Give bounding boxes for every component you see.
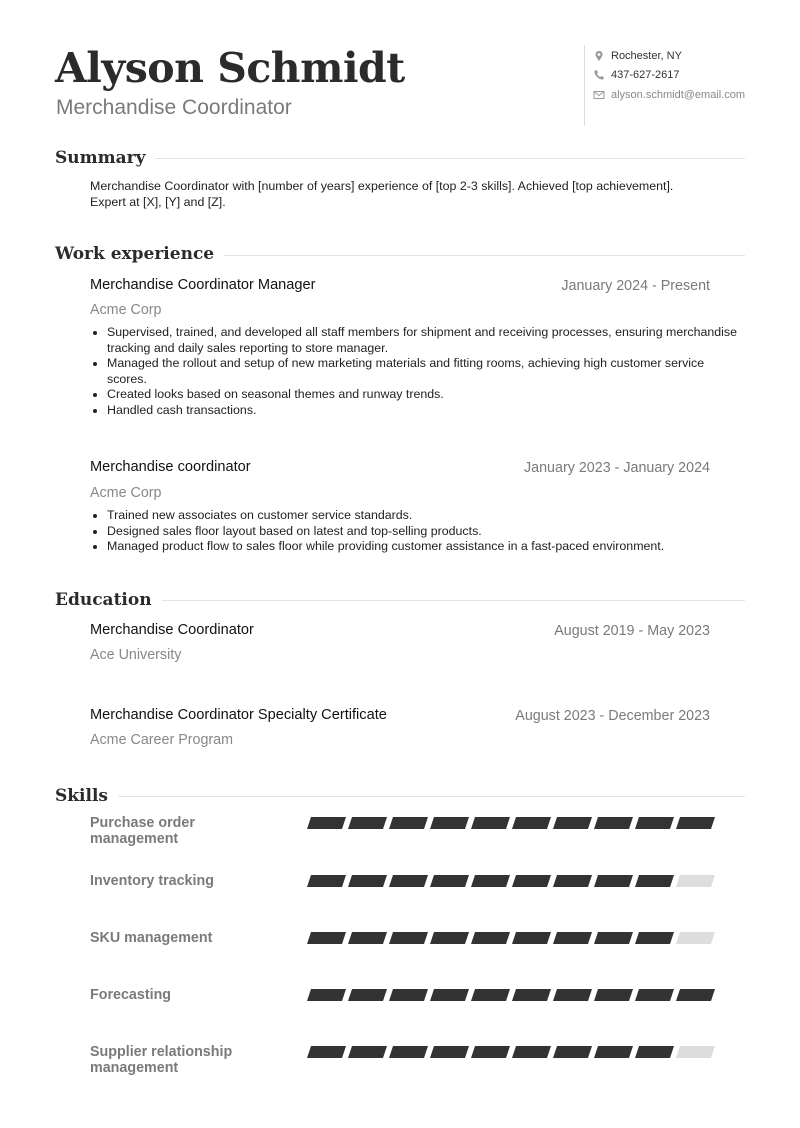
skill-segment-filled — [594, 875, 633, 887]
skill-segment-filled — [430, 817, 469, 829]
degree-dates: August 2019 - May 2023 — [554, 623, 710, 639]
candidate-name: Alyson Schmidt — [55, 44, 405, 92]
skill-segment-filled — [307, 1046, 346, 1058]
skill-segment-empty — [676, 875, 715, 887]
skill-segment-filled — [389, 1046, 428, 1058]
skill-segment-filled — [471, 1046, 510, 1058]
skill-segment-filled — [471, 932, 510, 944]
skill-segment-filled — [389, 989, 428, 1001]
skill-segment-filled — [676, 817, 715, 829]
skill-segment-filled — [348, 817, 387, 829]
skill-level-bar — [305, 987, 715, 1000]
skill-name: Forecasting — [90, 987, 172, 1003]
job-bullets — [90, 325, 737, 419]
skill-level-bar — [305, 930, 715, 943]
skill-segment-filled — [594, 817, 633, 829]
job-title: Merchandise Coordinator Manager — [90, 277, 316, 293]
skill-segment-filled — [348, 875, 387, 887]
skill-segment-filled — [553, 875, 592, 887]
skill-segment-filled — [430, 932, 469, 944]
job-dates: January 2024 - Present — [561, 278, 710, 294]
skill-segments — [305, 817, 715, 830]
job-bullet: • Managed the rollout and setup of new marketing materials and fitting rooms, achieving high customer service scores. — [107, 356, 737, 387]
job-dates: January 2023 - January 2024 — [524, 460, 710, 476]
skill-segment-filled — [512, 817, 551, 829]
job-title: Merchandise coordinator — [90, 459, 251, 475]
contact-block — [593, 46, 745, 105]
skill-segment-filled — [348, 989, 387, 1001]
degree-dates: August 2023 - December 2023 — [515, 708, 710, 724]
skill-segment-filled — [635, 932, 674, 944]
skill-segment-filled — [635, 1046, 674, 1058]
job-bullet: • Supervised, trained, and developed all staff members for shipment and receiving processes, ensuring merchandise tracking and daily sales reporting to store manager. — [107, 325, 737, 356]
skill-segment-filled — [389, 932, 428, 944]
skill-segments — [305, 932, 715, 945]
phone-icon — [593, 69, 605, 81]
skill-segment-filled — [471, 817, 510, 829]
skill-segment-filled — [512, 875, 551, 887]
skill-segment-filled — [594, 932, 633, 944]
skill-segment-filled — [512, 1046, 551, 1058]
job-company: Acme Corp — [90, 302, 162, 318]
skills-rule — [55, 796, 745, 797]
skill-segment-filled — [389, 817, 428, 829]
skill-segment-filled — [307, 817, 346, 829]
skill-segments — [305, 875, 715, 888]
job-bullets — [90, 508, 737, 555]
skill-segments — [305, 1046, 715, 1059]
degree-title: Merchandise Coordinator — [90, 622, 254, 638]
job-company: Acme Corp — [90, 485, 162, 501]
summary-rule — [55, 158, 745, 159]
mail-icon — [593, 89, 605, 101]
skill-level-bar — [305, 1044, 715, 1057]
skill-segment-filled — [553, 817, 592, 829]
job-bullet: • Trained new associates on customer service standards. — [107, 508, 737, 524]
skill-segment-filled — [553, 932, 592, 944]
skill-segment-filled — [512, 932, 551, 944]
skill-segment-filled — [512, 989, 551, 1001]
summary-line-1: Merchandise Coordinator with [number of years] experience of [top 2-3 skills]. Achieved [top achievement]. — [90, 179, 674, 193]
location-text: Rochester, NY — [611, 49, 682, 62]
skill-segment-filled — [471, 875, 510, 887]
skill-segment-filled — [471, 989, 510, 1001]
degree-title: Merchandise Coordinator Specialty Certificate — [90, 707, 387, 723]
skills-heading: Skills — [55, 785, 118, 807]
location-pin-icon — [593, 50, 605, 62]
skill-segment-filled — [348, 1046, 387, 1058]
skill-segment-filled — [307, 875, 346, 887]
skill-name: SKU management — [90, 930, 213, 946]
skill-segment-empty — [676, 1046, 715, 1058]
contact-divider — [584, 45, 585, 126]
skill-name: Inventory tracking — [90, 873, 214, 889]
skill-segment-filled — [307, 989, 346, 1001]
job-bullet: • Created looks based on seasonal themes and runway trends. — [107, 387, 737, 403]
job-bullet: • Designed sales floor layout based on latest and top-selling products. — [107, 524, 737, 540]
work-heading: Work experience — [55, 243, 224, 265]
skill-segment-filled — [635, 989, 674, 1001]
contact-location — [593, 46, 745, 66]
skill-name: Supplier relationship management — [90, 1044, 233, 1076]
job-bullet: • Handled cash transactions. — [107, 403, 737, 419]
skill-segments — [305, 989, 715, 1002]
skill-segment-filled — [430, 1046, 469, 1058]
skill-segment-filled — [430, 989, 469, 1001]
skill-segment-filled — [676, 989, 715, 1001]
skill-level-bar — [305, 815, 715, 828]
contact-email[interactable] — [593, 85, 745, 105]
education-heading: Education — [55, 589, 162, 611]
phone-text: 437-627-2617 — [611, 69, 680, 82]
skill-segment-filled — [389, 875, 428, 887]
skill-segment-filled — [553, 1046, 592, 1058]
school-name: Acme Career Program — [90, 732, 234, 748]
skill-segment-filled — [430, 875, 469, 887]
skill-segment-filled — [594, 1046, 633, 1058]
job-bullet: • Managed product flow to sales floor while providing customer assistance in a fast-paced environment. — [107, 539, 737, 555]
skill-segment-filled — [635, 875, 674, 887]
skill-segment-filled — [348, 932, 387, 944]
summary-text — [90, 178, 720, 210]
skill-segment-empty — [676, 932, 715, 944]
skill-segment-filled — [553, 989, 592, 1001]
school-name: Ace University — [90, 647, 182, 663]
email-link[interactable]: alyson.schmidt@email.com — [611, 88, 746, 101]
summary-line-2: Expert at [X], [Y] and [Z]. — [90, 195, 226, 209]
skill-name: Purchase order management — [90, 815, 195, 847]
skill-segment-filled — [594, 989, 633, 1001]
skill-segment-filled — [307, 932, 346, 944]
skill-segment-filled — [635, 817, 674, 829]
summary-heading: Summary — [55, 147, 155, 169]
candidate-role: Merchandise Coordinator — [56, 96, 292, 119]
contact-phone — [593, 66, 745, 86]
skill-level-bar — [305, 873, 715, 886]
